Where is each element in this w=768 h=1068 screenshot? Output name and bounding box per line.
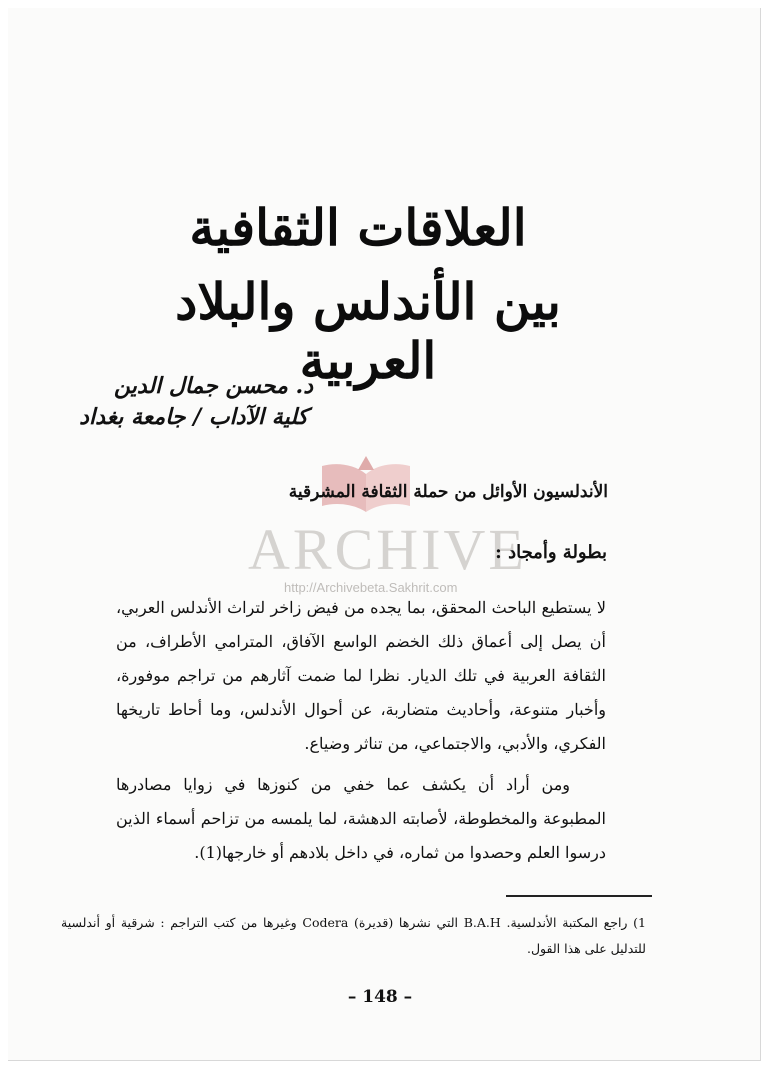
- title-line-1: العلاقات الثقافية: [189, 198, 527, 257]
- author-affiliation: كلية الآداب / جامعة بغداد: [79, 404, 308, 430]
- subheading: بطولة وأمجاد :: [495, 542, 607, 563]
- page-number: – 148 –: [347, 987, 413, 1007]
- paragraph-2: ومن أراد أن يكشف عما خفي من كنوزها في زوايا مصادرها المطبوعة والمخطوطة، لأصابته الدهشة، لما يلمسه من تزاحم أسماء الذين درسوا العلم وحصدوا من ثماره، في داخل بلادهم أو خارجها(1).: [116, 775, 606, 862]
- title-line-2: بين الأندلس والبلاد العربية: [175, 272, 561, 390]
- footnote-divider: [506, 895, 652, 897]
- paragraph-1: لا يستطيع الباحث المحقق، بما يجده من فيض زاخر لتراث الأندلس العربي، أن يصل إلى أعماق ذلك الخضم الواسع الآفاق، المترامي الأطراف، من الثقافة العربية في تلك الديار. نظرا لما ضمت آثارهم من تراجم موفورة، وأخبار متنوعة، وأحاديث متضاربة، عن أحوال الأندلس، وما أحاط تاريخها الفكري، والأدبي، والاجتماعي، من تناثر وضياع.: [116, 598, 607, 753]
- watermark-text: ARCHIVE: [248, 517, 527, 582]
- author-name: د. محسن جمال الدين: [113, 373, 313, 399]
- section-heading: الأندلسيون الأوائل من حملة الثقافة المشرقية: [288, 482, 608, 502]
- footnote: 1) راجع المكتبة الأندلسية. B.A.H التي نشرها (قديرة) Codera وغيرها من كتب التراجم : شرقية أو أندلسية للتدليل على هذا القول.: [61, 915, 646, 956]
- watermark-url: http://Archivebeta.Sakhrit.com: [284, 580, 458, 595]
